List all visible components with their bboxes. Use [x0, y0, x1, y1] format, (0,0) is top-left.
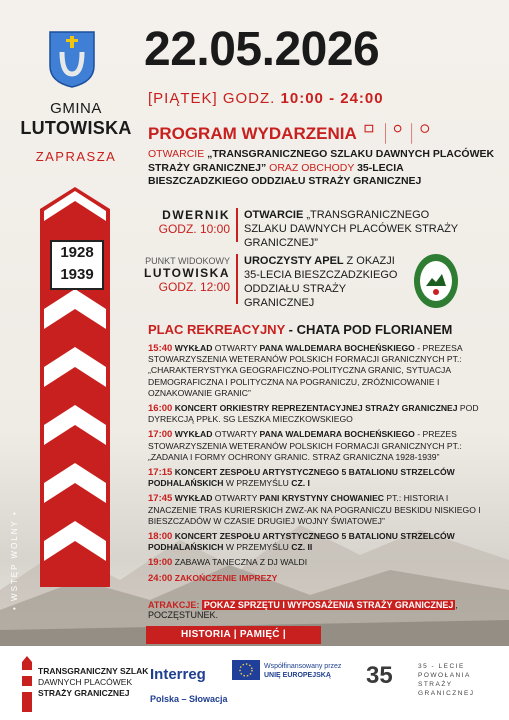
- location-name: LUTOWISKA: [144, 266, 230, 280]
- schedule-rest: ZABAWA TANECZNA Z DJ WALDI: [172, 557, 308, 568]
- eu-text: [264, 662, 341, 680]
- schedule-item: [148, 531, 498, 553]
- lutowiska-label: LUTOWISKA: [20, 118, 132, 138]
- location-pre: PUNKT WIDOKOWY: [145, 256, 230, 266]
- intro-trail: „TRANSGRANICZNEGO SZLAKU DAWNYCH PLACÓWEK STRAŻY GRANICZNEJ”: [148, 148, 495, 174]
- schedule-rest: OTWARTY: [212, 429, 260, 440]
- intro-and: ORAZ OBCHODY: [266, 161, 358, 174]
- schedule-rest2: - PREZESA STOWARZYSZENIA WETERANÓW POLSKICH FORMACJI GRANICZNYCH PT.: „CHARAKTERYSTYKA GEOGRAFICZNO-POLITYCZNA GRANIC, SYTUACJA DEMOGRAFICZNA I POLITYCZNA NA POGRANICZU, ZRÓŻNICOWANIE I OZNAKOWANIE GRANIC”: [148, 343, 463, 398]
- schedule-time: 16:00: [148, 403, 173, 415]
- divider: [236, 254, 238, 304]
- footer-logos: [0, 646, 509, 720]
- hours: 10:00 - 24:00: [280, 90, 384, 107]
- schedule-time: 17:15: [148, 467, 173, 479]
- gmina-label: GMINA: [50, 100, 102, 117]
- schedule-item: [148, 467, 498, 489]
- desc-bold: OTWARCIE: [244, 209, 307, 221]
- eu-flag-icon: [232, 660, 260, 680]
- border-guard-badge-icon: [412, 252, 460, 310]
- schedule-bold2: PANA WALDEMARA BOCHEŃSKIEGO: [259, 343, 415, 353]
- schedule-rest: OTWARTY: [212, 343, 260, 353]
- location-time: GODZ. 12:00: [158, 280, 230, 294]
- schedule-time: 18:00: [148, 531, 173, 543]
- interreg-sub: Polska – Słowacja: [150, 694, 228, 704]
- schedule-bold: ZAKOŃCZENIE IMPREZY: [172, 572, 278, 583]
- anniversary-text: 35 - LECIE POWOŁANIA STRAŻY GRANICZNEJ: [418, 663, 475, 697]
- schedule-bold2: PANA WALDEMARA BOCHEŃSKIEGO: [259, 429, 415, 440]
- schedule-rest: POD DYREKCJĄ PPŁK. SG LESZKA MIECZKOWSKIEGO: [148, 403, 479, 425]
- eu-line1: Współfinansowany przez: [264, 663, 342, 670]
- post-years: 1928 1939: [60, 244, 94, 283]
- schedule-bold: WYKŁAD: [172, 343, 213, 353]
- location-lutowiska-desc: [244, 254, 412, 310]
- schedule-time: 19:00: [148, 557, 173, 569]
- schedule-item: [148, 557, 498, 568]
- eu-line2: UNIĘ EUROPEJSKĄ: [264, 672, 331, 679]
- schedule-bold: KONCERT ZESPOŁU ARTYSTYCZNEGO 5 BATALIONU STRZELCÓW PODHALAŃSKICH: [148, 531, 455, 553]
- schedule-bold2: CZ. I: [291, 478, 310, 489]
- event-schedule: [148, 343, 498, 588]
- schedule-bold2: CZ. II: [291, 542, 313, 553]
- schedule-item: [148, 573, 498, 584]
- attractions-rest: , POCZĘSTUNEK.: [148, 600, 458, 620]
- schedule-rest2: PT.: HISTORIA I ZNACZENIE TRAS KURIERSKICH ZWZ-AK NA POGRANICZU BESKIDU NISKIEGO I BIESZCZADÓW W CZASIE DRUGIEJ WOJNY ŚWIATOWEJ”: [148, 493, 481, 526]
- schedule-bold: WYKŁAD: [172, 493, 213, 504]
- schedule-item: [148, 343, 498, 399]
- trail-line1: TRANSGRANICZNY SZLAK: [38, 666, 149, 676]
- event-date: 22.05.2026: [144, 23, 380, 76]
- lutowiska-crest-icon: [48, 30, 96, 88]
- interreg-logo: Interreg: [150, 666, 206, 683]
- attractions-highlight: POKAZ SPRZĘTU I WYPOSAŻENIA STRAŻY GRANICZNEJ: [203, 600, 454, 610]
- desc-text: „TRANSGRANICZNEGO SZLAKU DAWNYCH PLACÓWEK STRAŻY GRANICZNEJ”: [244, 209, 458, 249]
- schedule-bold2: PANI KRYSTYNY CHOWANIEC: [259, 493, 385, 504]
- event-day-hours: [148, 90, 384, 107]
- post-plate: [50, 240, 104, 290]
- program-title: PROGRAM WYDARZENIA: [148, 124, 357, 143]
- intro-anniversary: 35-LECIA BIESZCZADZKIEGO ODDZIAŁU STRAŻY GRANICZNEJ: [148, 161, 422, 187]
- schedule-item: [148, 493, 498, 527]
- plac-venue: - CHATA POD FLORIANEM: [285, 322, 453, 337]
- schedule-time: 24:00: [148, 572, 173, 584]
- divider: [236, 208, 238, 242]
- schedule-time: 15:40: [148, 343, 173, 354]
- schedule-bold: KONCERT ZESPOŁU ARTYSTYCZNEGO 5 BATALIONU STRZELCÓW PODHALAŃSKICH: [148, 467, 455, 489]
- schedule-item: [148, 429, 498, 463]
- desc-text: Z OKAZJI 35-LECIA BIESZCZADZKIEGO ODDZIAŁU STRAŻY GRANICZNEJ: [244, 255, 398, 309]
- intro-open: OTWARCIE: [148, 148, 208, 160]
- schedule-item: [148, 403, 498, 425]
- day-prefix: [PIĄTEK] GODZ.: [148, 90, 276, 107]
- schedule-time: 17:00: [148, 429, 173, 441]
- trail-logo-text: [38, 666, 148, 699]
- schedule-rest: OTWARTY: [212, 493, 260, 504]
- date-place-time-icon: [364, 123, 440, 145]
- attractions: [148, 600, 498, 620]
- schedule-rest2: - PREZES STOWARZYSZENIA WETERANÓW POLSKICH FORMACJI GRANICZNYCH PT.: „ZADANIA I FORMY OCHRONY GRANIC. STRAŻ GRANICZNA 1928-1939”: [148, 429, 462, 462]
- motto-banner: HISTORIA | PAMIĘĆ |: [146, 626, 321, 644]
- free-entry-label: • WSTĘP WOLNY •: [10, 510, 19, 610]
- location-dwernik: [148, 208, 230, 236]
- anniversary-logo: 35: [366, 662, 393, 689]
- location-lutowiska: [140, 256, 230, 294]
- schedule-rest: W PRZEMYŚLU: [223, 542, 292, 553]
- invites-label: ZAPRASZA: [35, 149, 117, 164]
- location-dwernik-desc: [244, 208, 459, 250]
- schedule-bold: KONCERT ORKIESTRY REPREZENTACYJNEJ STRAŻY GRANICZNEJ: [172, 403, 458, 414]
- location-name: DWERNIK: [162, 208, 230, 222]
- trail-post-icon: [20, 656, 34, 712]
- schedule-rest: W PRZEMYŚLU: [223, 478, 292, 489]
- trail-line3: STRAŻY GRANICZNEJ: [38, 688, 130, 698]
- desc-bold: UROCZYSTY APEL: [244, 255, 347, 267]
- location-time: GODZ. 10:00: [158, 222, 230, 236]
- schedule-time: 17:45: [148, 493, 173, 505]
- plac-name: PLAC REKREACYJNY: [148, 322, 286, 337]
- schedule-bold: WYKŁAD: [172, 429, 213, 440]
- trail-line2: DAWNYCH PLACÓWEK: [38, 677, 133, 687]
- attractions-label: ATRAKCJE:: [148, 600, 202, 610]
- plac-heading: [148, 322, 452, 337]
- program-intro: [148, 148, 498, 189]
